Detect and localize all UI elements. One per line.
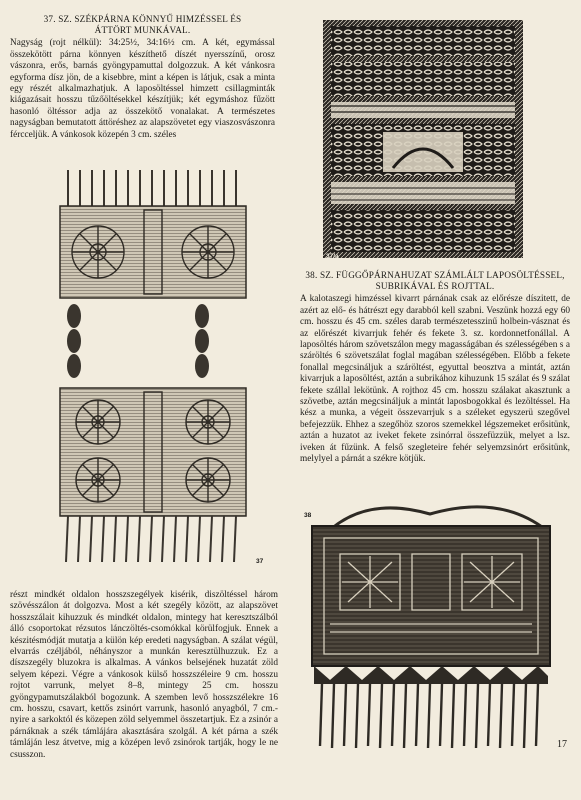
page-number: 17 [557, 739, 567, 750]
figure-38-hanging-cushion [300, 500, 562, 762]
figure-37a-label: 37/a [326, 253, 339, 260]
lace-detail-illustration [323, 20, 523, 258]
figure-37-label: 37 [256, 558, 264, 565]
figure-37-chair-cushions [40, 166, 268, 566]
section-38-caption-line2: SUBRIKÁVAL ÉS ROJTTAL. [375, 281, 495, 292]
section-37-caption-line1: 37. SZ. SZÉKPÁRNA KÖNNYŰ HIMZÉSSEL ÉS [43, 14, 242, 24]
section-37-continuation-text: részt mindkét oldalon hosszszegélyek kisérik, diszöltéssel három szövésszálon át dolgozva. Most a két szegély között, az alapszövet hosszszálait kihuzzuk és mindkét oldalon, mintegy hat keresztszálból álló csoportokat rézsutos lánczöltés-csomókkal körülfogjuk. Ennek a készitésmódját mutatja a külön kép eredeti nagyságban. A szálat végül, elvarrás czéljából, néhányszor a munkán keresztülhuzzuk. Ez a díszszegély bluzokra is alkalmas. A vánkos belsejének huzatát zöld selyem képezi. Végre a vánkosok külső hosszszéleire 9 cm. hosszu rojtot varrunk, melyet 8–8, mintegy 25 cm. hosszu gyöngypamutszálakból bogozunk. A szemben levő hosszszélekre 16 cm. hosszu, csavart, kettős zsinórt varrunk, hasonló anyagból, 7 cm.-nyire a sarkoktól és közepen zöld selyemmel összetartjuk. Ez a zsinór a párnáknak a szék támlájára akasztására szolgál. A két párna a szék támláján lesz átvetve, mig a középen levő zsinórok tartják, hogy le ne csusszon. [10, 590, 278, 760]
figure-38-label: 38 [304, 512, 312, 519]
figure-37a-lace-detail [323, 20, 523, 258]
section-38-text [300, 270, 570, 466]
section-38-caption-line1: 38. SZ. FÜGGŐPÁRNAHUZAT SZÁMLÁLT LAPOSÖLTÉSSEL, [305, 270, 565, 280]
section-37-text [10, 14, 275, 141]
hanging-cushion-illustration [300, 500, 562, 762]
section-37-continuation [10, 590, 278, 761]
section-38-body: A kalotaszegi himzéssel kivarrt párnának csak az előrésze díszitett, de azért az elő- és hátrészt egy darabból kell szabni. Veszünk hozzá egy 60 cm. hosszu és 45 cm. széles darab természetesszinű holbein-vásznat és az előrészét kivarrjuk fehér és fekete 3. sz. kordonnetfonállal. A laposöltés három szövetszálon megy magasságában és szélességében s a száröltés 6 szövetszálat foglal magában szélességében. Előbb a fekete fonallal megcsináljuk a száröltést, egyuttal beosztva a mintát, aztán kivarrjuk a laposöltést, aztán a subrikához kihuzunk 15 szálat és 9 szálat fekete szállal lekötünk. A rojthoz 45 cm. hosszu szálakat akasztunk a szövetbe, aztán megcsináljuk a mintát laposbogokkal és lezöltéssel. Ha kész a munka, a végeit összevarrjuk s a széleket egyszerü szegővel befejezzük. Ehhez a szegőhöz szoros szemekkel légszemeket erősitünk, aztán a huzatot az iveket fekete zsinórral összefüzzük, melyet a lsz. iveken át fűzünk. A felső szegleteire fehér selyemzsinórt erősitünk, melylyel a párnát a székre kötjük. [300, 294, 570, 465]
section-37-body: Nagyság (rojt nélkül): 34:25½, 34:16½ cm. A két, egymással összekötött párna könnyen készíthető díszét nyersszínű, orosz vászonra, erős, barnás gyöngypamuttal dolgozzuk. A két vánkosra egyforma dísz jön, de a kisebbre, mint a képen is látjuk, csak a minta egy részét alkalmazhatjuk. A laposöltéssel himzett csillagminták kiágazásait hosszu tűzőöltésekkel készítjük; két egymáshoz fűzött hasonló öltéssor adja az összekötő vonalakat. A természetes nagyságban bemutatott áttöréshez az alapszövetet egy viaszosvászonra fércceljük. A vánkosok közepén 3 cm. széles [10, 38, 275, 140]
chair-cushions-illustration [40, 166, 268, 566]
section-37-caption-line2: ÁTTÖRT MUNKÁVAL. [94, 25, 191, 36]
